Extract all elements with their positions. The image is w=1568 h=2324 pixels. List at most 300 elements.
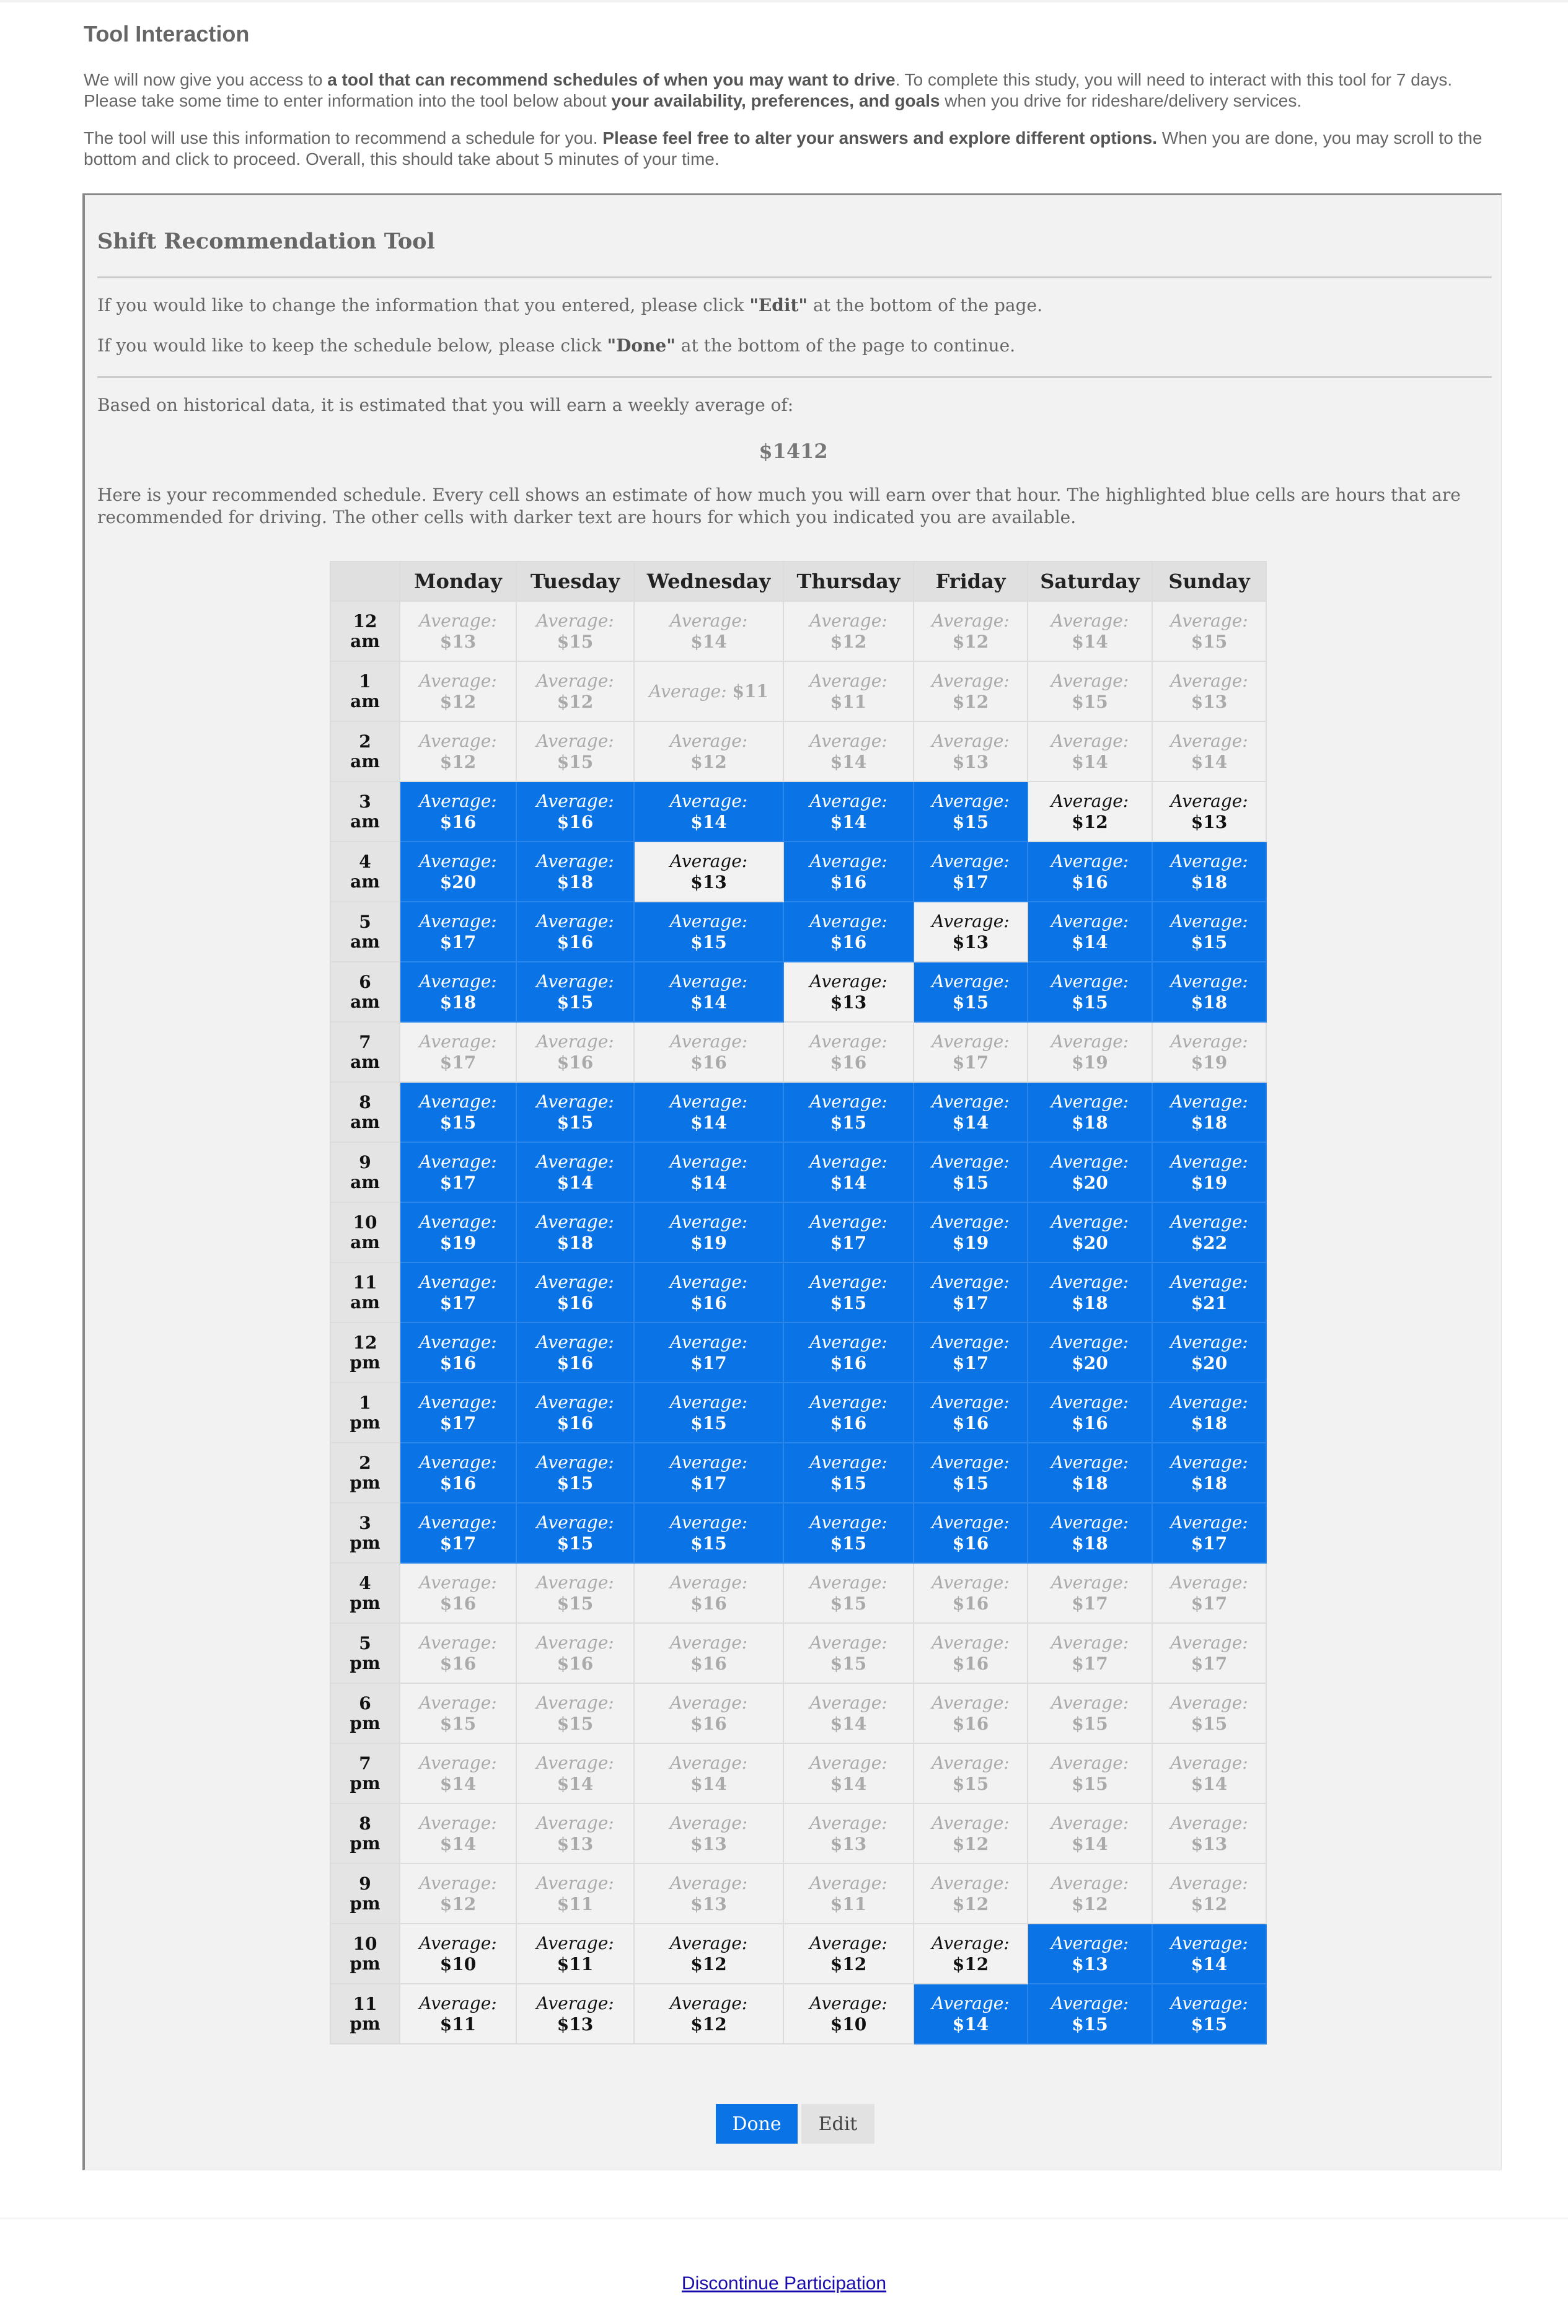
schedule-cell bbox=[783, 1503, 914, 1563]
cell-label: Average: bbox=[809, 1812, 888, 1833]
day-header-saturday: Saturday bbox=[1028, 561, 1152, 601]
cell-value: $15 bbox=[1072, 691, 1108, 712]
schedule-cell bbox=[400, 1924, 516, 1984]
done-button[interactable]: Done bbox=[716, 2104, 798, 2144]
cell-value: $13 bbox=[690, 1893, 727, 1914]
cell-value: $14 bbox=[557, 1773, 594, 1794]
cell-label: Average: bbox=[669, 1632, 748, 1653]
intro-paragraph-1: We will now give you access to a tool that can recommend schedules of when you may want to drive. To complete this study, you will need to interact with this tool for 7 days. Please take some time to enter information into the tool below about your availability, preferences, and goals when you drive for rideshare/delivery services. bbox=[84, 70, 1453, 110]
hour-period: pm bbox=[350, 1412, 381, 1433]
schedule-cell bbox=[634, 1683, 783, 1743]
cell-value: $17 bbox=[952, 1352, 989, 1373]
cell-value: $14 bbox=[1191, 1953, 1228, 1974]
schedule-row bbox=[330, 1082, 1266, 1142]
cell-value: $16 bbox=[830, 1412, 867, 1433]
cell-value: $15 bbox=[830, 1292, 867, 1313]
schedule-cell bbox=[516, 781, 634, 842]
hour-number: 11 bbox=[353, 1993, 377, 2014]
hour-period: pm bbox=[350, 1893, 381, 1914]
schedule-cell bbox=[400, 1323, 516, 1383]
hour-period: am bbox=[350, 630, 380, 651]
cell-value: $19 bbox=[439, 1232, 477, 1253]
cell-value: $16 bbox=[439, 1352, 477, 1373]
cell-value: $14 bbox=[830, 1713, 867, 1734]
cell-label: Average: bbox=[932, 670, 1010, 691]
cell-label: Average: bbox=[1170, 1932, 1248, 1953]
schedule-cell bbox=[634, 1443, 783, 1503]
cell-label: Average: bbox=[932, 1091, 1010, 1112]
cell-value: $15 bbox=[690, 1533, 727, 1554]
cell-label: Average: bbox=[932, 1632, 1010, 1653]
cell-value: $14 bbox=[439, 1833, 477, 1854]
cell-value: $15 bbox=[952, 1472, 989, 1494]
schedule-cell bbox=[400, 1683, 516, 1743]
hour-number: 7 bbox=[359, 1753, 371, 1774]
hour-period: am bbox=[350, 1231, 380, 1252]
cell-label: Average: bbox=[1170, 790, 1248, 811]
schedule-header-row bbox=[330, 561, 1266, 601]
cell-value: $20 bbox=[439, 871, 477, 892]
schedule-cell bbox=[783, 902, 914, 962]
cell-label: Average: bbox=[536, 1572, 614, 1593]
cell-value: $18 bbox=[1072, 1292, 1108, 1313]
hour-number: 9 bbox=[359, 1873, 371, 1894]
cell-label: Average: bbox=[1170, 730, 1248, 751]
cell-label: Average: bbox=[419, 1632, 497, 1653]
schedule-cell bbox=[516, 1503, 634, 1563]
cell-value: $15 bbox=[952, 1773, 989, 1794]
hour-label bbox=[330, 1323, 400, 1383]
cell-label: Average: bbox=[669, 1872, 748, 1893]
schedule-cell bbox=[400, 721, 516, 781]
cell-label: Average: bbox=[1050, 1451, 1129, 1472]
cell-value: $17 bbox=[952, 1052, 989, 1073]
cell-label: Average: bbox=[669, 1211, 748, 1232]
edit-button[interactable]: Edit bbox=[801, 2104, 874, 2144]
hour-period: pm bbox=[350, 1352, 381, 1373]
cell-value: $16 bbox=[557, 1352, 594, 1373]
cell-label: Average: bbox=[649, 680, 727, 702]
cell-value: $15 bbox=[557, 1593, 594, 1614]
hour-number: 3 bbox=[359, 791, 371, 812]
schedule-cell bbox=[914, 1743, 1028, 1803]
cell-label: Average: bbox=[1050, 1572, 1129, 1593]
cell-label: Average: bbox=[932, 1151, 1010, 1172]
hour-label bbox=[330, 1202, 400, 1262]
cell-value: $16 bbox=[690, 1292, 727, 1313]
cell-value: $15 bbox=[830, 1112, 867, 1133]
cell-label: Average: bbox=[1050, 910, 1129, 931]
divider bbox=[97, 276, 1492, 278]
hour-period: am bbox=[350, 1171, 380, 1192]
cell-label: Average: bbox=[419, 730, 497, 751]
schedule-cell bbox=[1028, 781, 1152, 842]
cell-label: Average: bbox=[1050, 1992, 1129, 2014]
hour-number: 3 bbox=[359, 1512, 371, 1533]
hour-number: 8 bbox=[359, 1091, 371, 1112]
cell-value: $16 bbox=[557, 1412, 594, 1433]
cell-value: $12 bbox=[439, 691, 477, 712]
schedule-cell bbox=[783, 1864, 914, 1924]
cell-label: Average: bbox=[809, 1271, 888, 1292]
schedule-table bbox=[330, 561, 1267, 2045]
cell-value: $15 bbox=[1072, 1713, 1108, 1734]
cell-value: $13 bbox=[439, 631, 477, 652]
hour-number: 10 bbox=[353, 1212, 377, 1233]
schedule-row bbox=[330, 1803, 1266, 1864]
cell-value: $12 bbox=[1072, 811, 1108, 832]
schedule-cell bbox=[400, 1503, 516, 1563]
cell-value: $16 bbox=[952, 1653, 989, 1674]
schedule-cell bbox=[516, 1864, 634, 1924]
schedule-cell bbox=[516, 1924, 634, 1984]
cell-label: Average: bbox=[809, 1632, 888, 1653]
cell-label: Average: bbox=[1050, 1632, 1129, 1653]
schedule-cell bbox=[516, 721, 634, 781]
schedule-cell bbox=[516, 1022, 634, 1082]
cell-value: $13 bbox=[830, 1833, 867, 1854]
schedule-cell bbox=[783, 1743, 914, 1803]
cell-value: $13 bbox=[690, 1833, 727, 1854]
schedule-cell bbox=[1028, 1142, 1152, 1202]
intro-section bbox=[84, 21, 1509, 186]
cell-value: $12 bbox=[952, 1893, 989, 1914]
cell-value: $17 bbox=[439, 1533, 477, 1554]
cell-label: Average: bbox=[1050, 1932, 1129, 1953]
cell-label: Average: bbox=[809, 670, 888, 691]
cell-label: Average: bbox=[809, 1211, 888, 1232]
cell-value: $11 bbox=[732, 680, 769, 702]
cell-value: $14 bbox=[690, 1112, 727, 1133]
day-header-monday: Monday bbox=[400, 561, 516, 601]
schedule-cell bbox=[1152, 1984, 1266, 2044]
cell-label: Average: bbox=[669, 1451, 748, 1472]
cell-value: $15 bbox=[557, 992, 594, 1013]
cell-value: $21 bbox=[1191, 1292, 1228, 1313]
cell-label: Average: bbox=[536, 1211, 614, 1232]
hour-period: am bbox=[350, 750, 380, 772]
cell-value: $14 bbox=[1191, 1773, 1228, 1794]
schedule-row bbox=[330, 1443, 1266, 1503]
cell-value: $15 bbox=[557, 1533, 594, 1554]
cell-label: Average: bbox=[419, 971, 497, 992]
cell-label: Average: bbox=[809, 1391, 888, 1412]
cell-label: Average: bbox=[419, 1151, 497, 1172]
schedule-cell bbox=[1152, 1623, 1266, 1683]
hour-period: pm bbox=[350, 1652, 381, 1673]
cell-label: Average: bbox=[932, 850, 1010, 871]
schedule-cell bbox=[783, 1563, 914, 1623]
cell-label: Average: bbox=[932, 1512, 1010, 1533]
hour-label bbox=[330, 1503, 400, 1563]
cell-value: $20 bbox=[1072, 1172, 1108, 1193]
cell-label: Average: bbox=[1170, 1271, 1248, 1292]
cell-label: Average: bbox=[1170, 1151, 1248, 1172]
cell-value: $16 bbox=[952, 1533, 989, 1554]
cell-label: Average: bbox=[536, 1932, 614, 1953]
cell-label: Average: bbox=[1050, 1692, 1129, 1713]
day-header-tuesday: Tuesday bbox=[516, 561, 634, 601]
schedule-cell bbox=[634, 1984, 783, 2044]
schedule-cell bbox=[1152, 661, 1266, 721]
hour-number: 7 bbox=[359, 1031, 371, 1052]
schedule-row bbox=[330, 1683, 1266, 1743]
cell-label: Average: bbox=[932, 1391, 1010, 1412]
cell-label: Average: bbox=[669, 1271, 748, 1292]
schedule-cell bbox=[914, 1683, 1028, 1743]
cell-value: $18 bbox=[557, 1232, 594, 1253]
cell-label: Average: bbox=[1170, 1692, 1248, 1713]
schedule-row bbox=[330, 1022, 1266, 1082]
cell-label: Average: bbox=[419, 1932, 497, 1953]
cell-value: $13 bbox=[690, 871, 727, 892]
cell-label: Average: bbox=[1050, 971, 1129, 992]
hour-label bbox=[330, 902, 400, 962]
schedule-cell bbox=[1028, 1022, 1152, 1082]
hour-label bbox=[330, 842, 400, 902]
cell-value: $20 bbox=[1191, 1352, 1228, 1373]
cell-label: Average: bbox=[536, 610, 614, 631]
schedule-cell bbox=[1152, 1503, 1266, 1563]
cell-label: Average: bbox=[809, 910, 888, 931]
schedule-cell bbox=[1152, 1443, 1266, 1503]
schedule-cell bbox=[1152, 1142, 1266, 1202]
cell-value: $15 bbox=[690, 1412, 727, 1433]
cell-value: $12 bbox=[952, 1833, 989, 1854]
hour-period: am bbox=[350, 811, 380, 832]
cell-value: $12 bbox=[1191, 1893, 1228, 1914]
cell-label: Average: bbox=[536, 1872, 614, 1893]
done-instruction: If you would like to keep the schedule below, please click "Done" at the bottom of the page to continue. bbox=[97, 335, 1016, 356]
cell-label: Average: bbox=[1170, 1512, 1248, 1533]
schedule-cell bbox=[783, 661, 914, 721]
cell-value: $17 bbox=[952, 871, 989, 892]
schedule-cell bbox=[400, 1202, 516, 1262]
schedule-cell bbox=[783, 1082, 914, 1142]
cell-value: $15 bbox=[830, 1533, 867, 1554]
schedule-cell bbox=[400, 1864, 516, 1924]
cell-value: $15 bbox=[557, 631, 594, 652]
schedule-row bbox=[330, 781, 1266, 842]
schedule-cell bbox=[1028, 1202, 1152, 1262]
cell-label: Average: bbox=[536, 1632, 614, 1653]
cell-value: $16 bbox=[830, 1052, 867, 1073]
schedule-cell bbox=[914, 842, 1028, 902]
schedule-row bbox=[330, 842, 1266, 902]
schedule-cell bbox=[914, 962, 1028, 1022]
cell-label: Average: bbox=[669, 1512, 748, 1533]
footer-divider bbox=[0, 2217, 1568, 2219]
schedule-cell bbox=[400, 1984, 516, 2044]
schedule-cell bbox=[1152, 902, 1266, 962]
cell-label: Average: bbox=[536, 790, 614, 811]
hour-number: 2 bbox=[359, 1452, 371, 1473]
cell-label: Average: bbox=[809, 1872, 888, 1893]
cell-value: $13 bbox=[557, 2014, 594, 2035]
cell-label: Average: bbox=[1170, 670, 1248, 691]
schedule-cell bbox=[1028, 601, 1152, 661]
cell-value: $16 bbox=[690, 1713, 727, 1734]
schedule-cell bbox=[634, 1022, 783, 1082]
cell-value: $14 bbox=[830, 811, 867, 832]
cell-label: Average: bbox=[932, 790, 1010, 811]
hour-period: pm bbox=[350, 1472, 381, 1493]
cell-value: $17 bbox=[690, 1472, 727, 1494]
schedule-cell bbox=[634, 842, 783, 902]
hour-label bbox=[330, 601, 400, 661]
cell-value: $15 bbox=[439, 1713, 477, 1734]
cell-value: $14 bbox=[1072, 1833, 1108, 1854]
hour-number: 12 bbox=[353, 610, 377, 632]
cell-label: Average: bbox=[419, 1752, 497, 1773]
cell-label: Average: bbox=[669, 850, 748, 871]
cell-value: $11 bbox=[557, 1893, 594, 1914]
schedule-cell bbox=[400, 1563, 516, 1623]
day-header-thursday: Thursday bbox=[783, 561, 914, 601]
cell-label: Average: bbox=[419, 1031, 497, 1052]
schedule-cell bbox=[634, 1924, 783, 1984]
cell-value: $16 bbox=[830, 931, 867, 953]
hour-number: 2 bbox=[359, 731, 371, 752]
page-title: Tool Interaction bbox=[84, 21, 250, 46]
cell-label: Average: bbox=[1170, 1632, 1248, 1653]
cell-label: Average: bbox=[932, 1692, 1010, 1713]
cell-value: $17 bbox=[1191, 1593, 1228, 1614]
estimate-text: Based on historical data, it is estimated that you will earn a weekly average of: bbox=[97, 395, 794, 415]
cell-value: $17 bbox=[439, 1052, 477, 1073]
schedule-cell bbox=[783, 1202, 914, 1262]
cell-value: $16 bbox=[557, 1052, 594, 1073]
schedule-cell bbox=[634, 1202, 783, 1262]
cell-value: $14 bbox=[1072, 931, 1108, 953]
cell-label: Average: bbox=[1050, 1271, 1129, 1292]
hour-period: am bbox=[350, 991, 380, 1012]
cell-value: $17 bbox=[952, 1292, 989, 1313]
cell-value: $18 bbox=[1191, 992, 1228, 1013]
cell-value: $19 bbox=[952, 1232, 989, 1253]
cell-label: Average: bbox=[536, 971, 614, 992]
hour-number: 12 bbox=[353, 1332, 377, 1353]
schedule-cell bbox=[634, 1383, 783, 1443]
cell-value: $15 bbox=[1191, 931, 1228, 953]
schedule-cell bbox=[516, 902, 634, 962]
cell-value: $12 bbox=[690, 751, 727, 772]
cell-label: Average: bbox=[669, 730, 748, 751]
hour-label bbox=[330, 1563, 400, 1623]
hour-period: am bbox=[350, 690, 380, 711]
cell-label: Average: bbox=[536, 1331, 614, 1352]
cell-label: Average: bbox=[1170, 1091, 1248, 1112]
cell-value: $12 bbox=[439, 1893, 477, 1914]
schedule-row bbox=[330, 1383, 1266, 1443]
cell-value: $10 bbox=[439, 1953, 477, 1974]
cell-label: Average: bbox=[669, 1151, 748, 1172]
hour-label bbox=[330, 1262, 400, 1323]
cell-value: $12 bbox=[830, 1953, 867, 1974]
schedule-row bbox=[330, 1924, 1266, 1984]
cell-label: Average: bbox=[1170, 910, 1248, 931]
cell-label: Average: bbox=[669, 1692, 748, 1713]
schedule-cell bbox=[914, 1563, 1028, 1623]
schedule-cell bbox=[914, 1503, 1028, 1563]
hour-label bbox=[330, 1683, 400, 1743]
cell-label: Average: bbox=[669, 1752, 748, 1773]
cell-value: $11 bbox=[830, 691, 867, 712]
cell-value: $20 bbox=[1072, 1232, 1108, 1253]
schedule-row bbox=[330, 1864, 1266, 1924]
hour-label bbox=[330, 1864, 400, 1924]
schedule-cell bbox=[400, 781, 516, 842]
cell-value: $17 bbox=[439, 931, 477, 953]
cell-value: $14 bbox=[1072, 631, 1108, 652]
cell-value: $20 bbox=[1072, 1352, 1108, 1373]
schedule-row bbox=[330, 962, 1266, 1022]
day-header-friday: Friday bbox=[914, 561, 1028, 601]
cell-value: $15 bbox=[557, 1112, 594, 1133]
schedule-cell bbox=[634, 962, 783, 1022]
cell-label: Average: bbox=[419, 850, 497, 871]
cell-value: $19 bbox=[1191, 1052, 1228, 1073]
hour-label bbox=[330, 1743, 400, 1803]
schedule-cell bbox=[914, 1262, 1028, 1323]
schedule-cell bbox=[1028, 1503, 1152, 1563]
schedule-cell bbox=[783, 781, 914, 842]
schedule-cell bbox=[634, 661, 783, 721]
schedule-cell bbox=[1152, 601, 1266, 661]
schedule-cell bbox=[914, 1623, 1028, 1683]
top-divider bbox=[0, 0, 1568, 2]
divider bbox=[97, 376, 1492, 378]
schedule-cell bbox=[516, 842, 634, 902]
cell-value: $18 bbox=[1191, 1112, 1228, 1133]
cell-label: Average: bbox=[809, 790, 888, 811]
day-header-wednesday: Wednesday bbox=[634, 561, 783, 601]
cell-label: Average: bbox=[536, 1752, 614, 1773]
schedule-cell bbox=[1028, 1924, 1152, 1984]
cell-value: $13 bbox=[1191, 1833, 1228, 1854]
schedule-cell bbox=[914, 1924, 1028, 1984]
cell-label: Average: bbox=[932, 1211, 1010, 1232]
cell-label: Average: bbox=[1050, 1512, 1129, 1533]
cell-label: Average: bbox=[1050, 610, 1129, 631]
cell-label: Average: bbox=[809, 1692, 888, 1713]
schedule-cell bbox=[1152, 1803, 1266, 1864]
schedule-cell bbox=[634, 721, 783, 781]
schedule-cell bbox=[1028, 1864, 1152, 1924]
discontinue-participation-link[interactable]: Discontinue Participation bbox=[681, 2273, 887, 2294]
cell-value: $16 bbox=[557, 1292, 594, 1313]
cell-label: Average: bbox=[932, 1031, 1010, 1052]
schedule-cell bbox=[400, 902, 516, 962]
cell-value: $14 bbox=[1072, 751, 1108, 772]
cell-value: $12 bbox=[439, 751, 477, 772]
schedule-cell bbox=[783, 1803, 914, 1864]
tool-title: Shift Recommendation Tool bbox=[97, 229, 435, 254]
schedule-cell bbox=[634, 902, 783, 962]
cell-label: Average: bbox=[536, 1151, 614, 1172]
cell-label: Average: bbox=[1170, 1211, 1248, 1232]
schedule-cell bbox=[516, 1623, 634, 1683]
cell-value: $14 bbox=[690, 1172, 727, 1193]
schedule-cell bbox=[516, 1803, 634, 1864]
schedule-cell bbox=[1152, 962, 1266, 1022]
schedule-cell bbox=[1028, 661, 1152, 721]
schedule-cell bbox=[783, 1142, 914, 1202]
hour-label bbox=[330, 1443, 400, 1503]
cell-value: $17 bbox=[439, 1412, 477, 1433]
hour-label bbox=[330, 721, 400, 781]
cell-value: $14 bbox=[1191, 751, 1228, 772]
